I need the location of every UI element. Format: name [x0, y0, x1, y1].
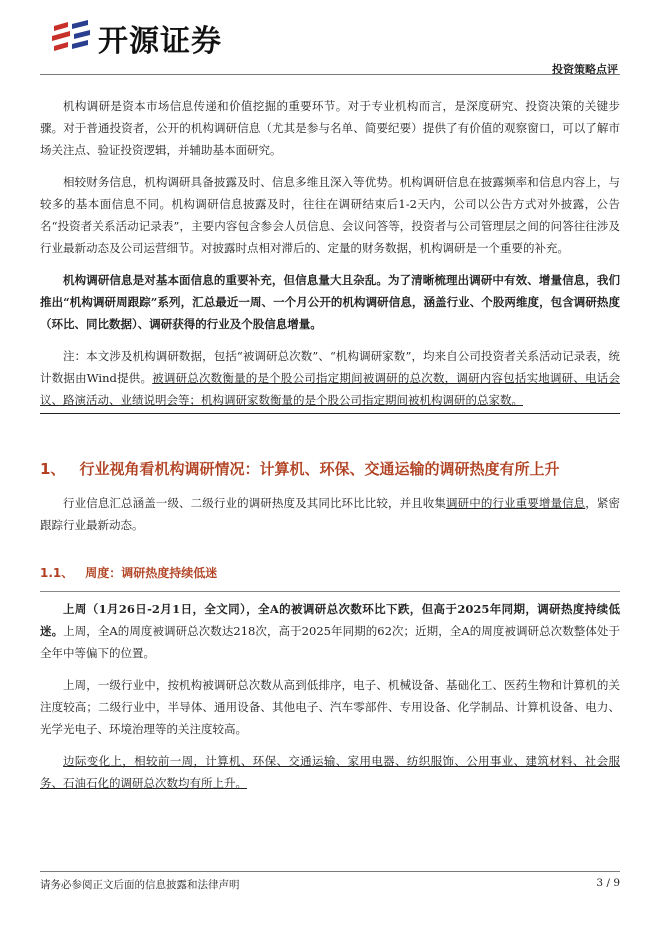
section-title: 行业视角看机构调研情况：计算机、环保、交通运输的调研热度有所上升 — [79, 460, 560, 478]
note-text: 注：本文涉及机构调研数据，包括“被调研总次数”、“机构调研家数”，均来自公司投资者关系活动记录表，统计数据由Wind提供。 — [40, 349, 620, 385]
main-content — [40, 95, 620, 794]
footer-disclaimer: 请务必参阅正文后面的信息披露和法律声明 — [40, 879, 240, 891]
weekly-summary-detail: 上周，全A的周度被调研总次数达218次，高于2025年同期的62次；近期，全A的周度被调研总次数整体处于全年中等偏下的位置。 — [40, 624, 620, 660]
weekly-summary-lead: 上周（1月26日-2月1日，全文同），全A的被调研总次数环比下跌，但高于2025年同期，调研热度持续低迷。 — [40, 602, 620, 638]
industry-summary-paragraph: 行业信息汇总涵盖一级、二级行业的调研热度及其同比环比比较，并且收集调研中的行业重要增量信息，紧密跟踪行业最新动态。 — [40, 496, 621, 532]
subsection-heading — [40, 564, 620, 592]
subsection-title: 周度：调研热度持续低迷 — [85, 566, 218, 580]
section-heading — [40, 452, 620, 486]
advantage-paragraph: 相较财务信息，机构调研具备披露及时、信息多维且深入等优势。机构调研信息在披露频率和信息内容上，与较多的基本面信息不同。机构调研信息披露及时，往往在调研结束后1-2天内，公司以公告方式对外披露，公告名“投资者关系活动记录表”，主要内容包含参会人员信息、会议问答等，投资者与公司管理层之间的问答往往涉及行业最新动态及公司运营细节。对披露时点相对滞后的、定量的财务数据，机构调研是一个重要的补充。 — [40, 175, 620, 255]
data-note — [40, 345, 620, 414]
logo-text: 开源证券 — [98, 24, 222, 59]
footer-divider — [40, 871, 620, 872]
weekly-summary-paragraph — [40, 598, 620, 664]
company-logo — [50, 18, 222, 58]
series-intro-paragraph: 机构调研信息是对基本面信息的重要补充，但信息量大且杂乱。为了清晰梳理出调研中有效、增量信息，我们推出“机构调研周跟踪”系列，汇总最近一周、一个月公开的机构调研信息，涵盖行业、个股两维度，包含调研热度（环比、同比数据）、调研获得的行业及个股信息增量。 — [40, 273, 620, 331]
page-footer — [40, 877, 620, 892]
industry-ranking-paragraph: 上周，一级行业中，按机构被调研总次数从高到低排序，电子、机械设备、基础化工、医药生物和计算机的关注度较高；二级行业中，半导体、通用设备、其他电子、汽车零部件、专用设备、化学制品、计算机设备、电力、光学光电子、环境治理等的关注度较高。 — [40, 678, 620, 736]
subsection-number: 1.1、 — [40, 566, 74, 580]
page-number: 3 / 9 — [596, 877, 620, 889]
industry-increment-link: 调研中的行业重要增量信息 — [446, 496, 586, 510]
marginal-change-paragraph — [40, 750, 620, 794]
section-number: 1、 — [40, 460, 66, 478]
header-divider — [40, 74, 620, 75]
note-definition: 被调研总次数衡量的是个股公司指定期间被调研的总次数，调研内容包括实地调研、电话会议、路演活动、业绩说明会等；机构调研家数衡量的是个股公司指定期间被机构调研的总家数。 — [40, 371, 620, 407]
report-type-label: 投资策略点评 — [552, 63, 618, 76]
intro-paragraph: 机构调研是资本市场信息传递和价值挖掘的重要环节。对于专业机构而言，是深度研究、投资决策的关键步骤。对于普通投资者，公开的机构调研信息（尤其是参与名单、简要纪要）提供了有价值的观察窗口，可以了解市场关注点、验证投资逻辑，并辅助基本面研究。 — [40, 99, 620, 157]
marginal-change-text: 边际变化上，相较前一周，计算机、环保、交通运输、家用电器、纺织服饰、公用事业、建筑材料、社会服务、石油石化的调研总次数均有所上升。 — [40, 754, 620, 790]
logo-mark-icon — [50, 20, 92, 56]
